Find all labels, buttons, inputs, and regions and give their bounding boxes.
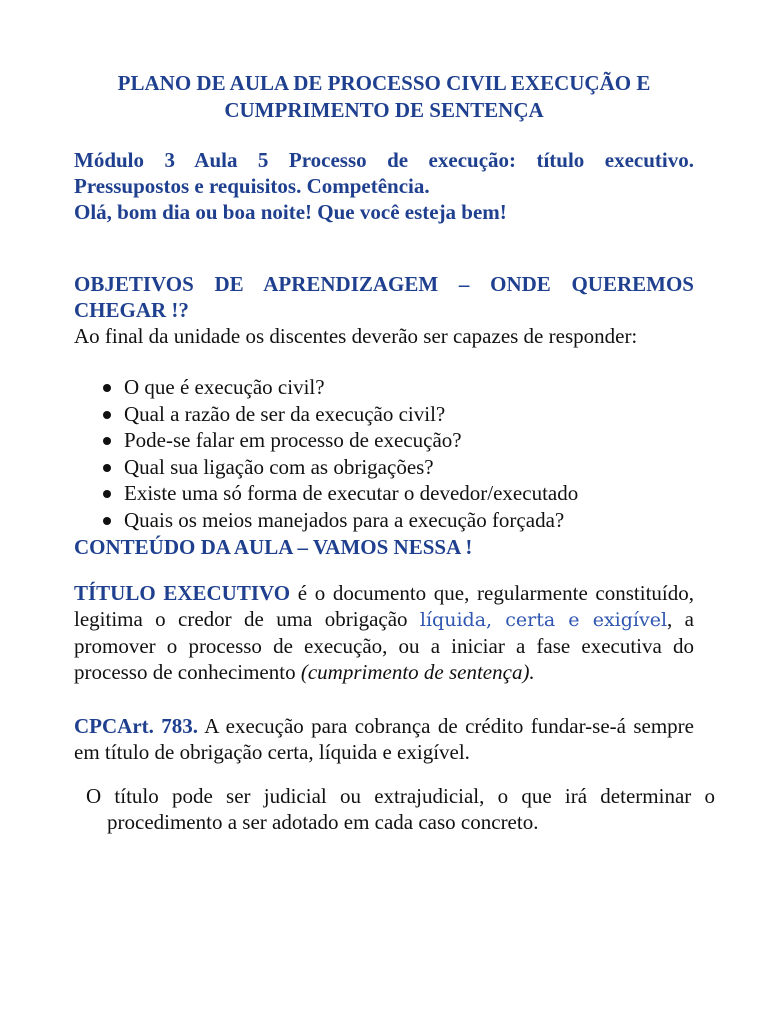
module-line1: Módulo 3 Aula 5 Processo de execução: título executivo. [74,148,694,172]
titulo-text-2: , a promover o processo de execução, ou a iniciar a fase executiva do processo de conhecimento [74,607,694,684]
list-item: Existe uma só forma de executar o devedor/executado [100,480,700,507]
lesson-title-line1: PLANO DE AULA DE PROCESSO CIVIL EXECUÇÃO E [117,71,651,95]
objectives-intro: Ao final da unidade os discentes deverão ser capazes de responder: [74,324,638,348]
cpc-article-text: A execução para cobrança de crédito fundar-se-á sempre em título de obrigação certa, líquida e exigível. [74,714,694,764]
list-item: Pode-se falar em processo de execução? [100,427,700,454]
titulo-text-1: é o documento que, regularmente constituído, legitima o credor de uma obrigação [74,581,694,631]
cpc-article-paragraph [74,713,694,765]
module-line2: Pressupostos e requisitos. Competência. [74,174,430,198]
titulo-executivo-paragraph [74,580,694,685]
final-note: O título pode ser judicial ou extrajudicial, o que irá determinar o procedimento a ser adotado em cada caso concreto. [86,784,715,834]
cumprimento-note: (cumprimento de sentença). [300,660,535,684]
cpc-article-ref: CPCArt. 783. [74,714,199,738]
greeting: Olá, bom dia ou boa noite! Que você esteja bem! [74,200,507,224]
list-item: Quais os meios manejados para a execução forçada? [100,507,700,534]
titulo-executivo-term: TÍTULO EXECUTIVO [74,581,291,605]
lesson-title-line2: CUMPRIMENTO DE SENTENÇA [224,98,544,122]
module-header [74,147,694,225]
objectives-heading: OBJETIVOS DE APRENDIZAGEM – ONDE QUEREMOS CHEGAR !? [74,272,694,322]
list-item: O que é execução civil? [100,374,700,401]
list-item: Qual a razão de ser da execução civil? [100,401,700,428]
obligation-attributes: líquida, certa e exigível [419,609,668,631]
questions-list [100,374,700,533]
content-heading: CONTEÚDO DA AULA – VAMOS NESSA ! [74,535,473,559]
list-item: Qual sua ligação com as obrigações? [100,454,700,481]
lesson-title [60,70,708,124]
